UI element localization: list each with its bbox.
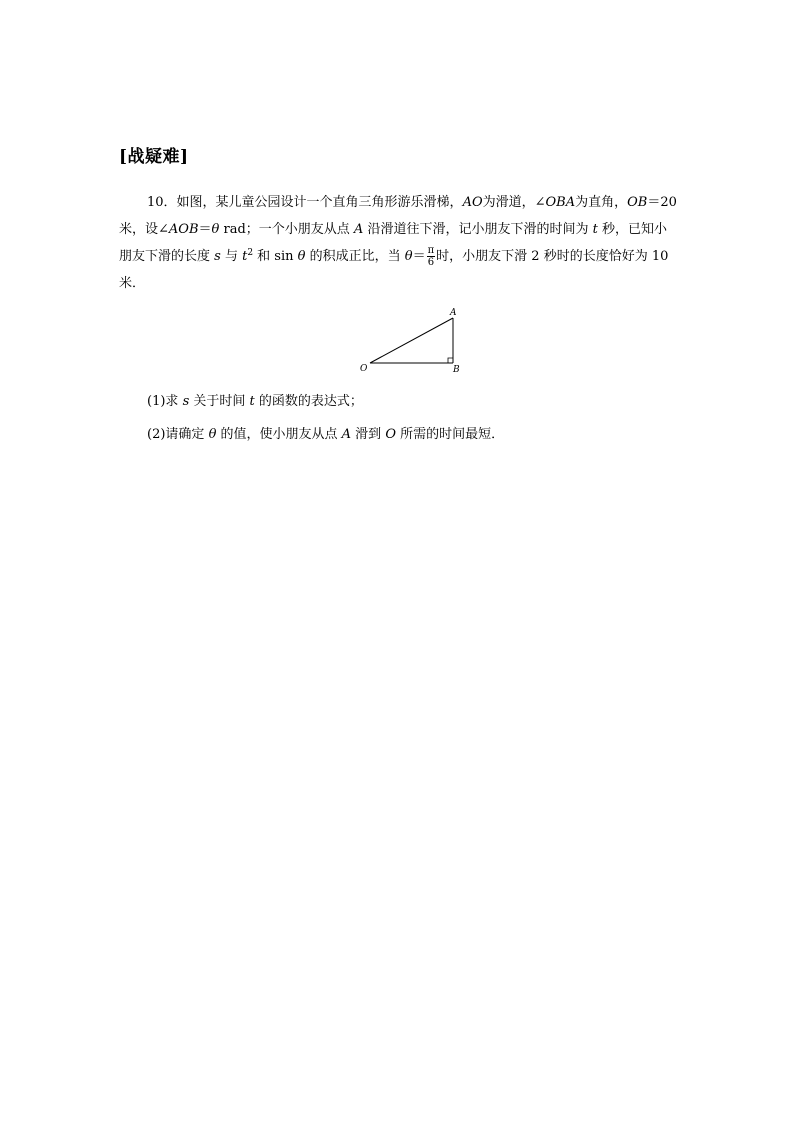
problem-number: 10． bbox=[147, 195, 177, 210]
exponent: 2 bbox=[247, 248, 254, 258]
sub-text: 所需的时间最短． bbox=[395, 427, 505, 442]
math-var: t bbox=[242, 249, 248, 264]
problem-10-text bbox=[119, 189, 679, 297]
vertex-label-B: B bbox=[453, 365, 460, 375]
math-var: t bbox=[592, 222, 598, 237]
math-var: AO bbox=[462, 195, 483, 210]
problem-text: rad；一个小朋友从点 bbox=[219, 222, 354, 237]
math-var: s bbox=[182, 394, 190, 409]
fraction-denominator: 6 bbox=[427, 257, 435, 268]
problem-text: 沿滑道往下滑，记小朋友下滑的时间为 bbox=[363, 222, 593, 237]
math-var: θ bbox=[211, 222, 220, 237]
triangle-svg bbox=[356, 303, 466, 375]
math-var: s bbox=[214, 249, 221, 264]
fraction-numerator: π bbox=[427, 245, 435, 256]
sub-text: 滑到 bbox=[351, 427, 386, 442]
math-var: OBA bbox=[545, 195, 576, 210]
problem-text: ＝ bbox=[412, 249, 426, 264]
math-var: OB bbox=[627, 195, 648, 210]
right-angle-mark bbox=[448, 358, 453, 363]
math-var: O bbox=[385, 427, 396, 442]
side-AO bbox=[370, 318, 453, 363]
sub-text: (2)请确定 bbox=[147, 427, 209, 442]
problem-text: 和 sin bbox=[253, 249, 298, 264]
problem-text: 如图，某儿童公园设计一个直角三角形游乐滑梯， bbox=[176, 195, 463, 210]
vertex-label-O: O bbox=[360, 364, 368, 374]
problem-text: ＝ bbox=[198, 222, 212, 237]
problem-text: 时，小朋友下滑 2 秒时的长度恰好为 10 米． bbox=[119, 249, 669, 291]
problem-text: 为直角， bbox=[575, 195, 628, 210]
vertex-label-A: A bbox=[450, 308, 457, 318]
sub-text: (1)求 bbox=[147, 394, 183, 409]
right-triangle-figure bbox=[356, 303, 466, 375]
sub-question-1 bbox=[147, 393, 363, 411]
math-var: t bbox=[249, 394, 255, 409]
math-var: A bbox=[353, 222, 364, 237]
problem-text: 的积成正比，当 bbox=[305, 249, 405, 264]
section-title: [战疑难] bbox=[119, 147, 189, 167]
math-var: θ bbox=[404, 249, 413, 264]
problem-text: 与 bbox=[220, 249, 243, 264]
sub-text: 的值，使小朋友从点 bbox=[216, 427, 342, 442]
math-var: A bbox=[341, 427, 352, 442]
sub-question-2 bbox=[147, 426, 504, 444]
math-var: θ bbox=[297, 249, 306, 264]
problem-text: ＝20 米，设∠ bbox=[119, 195, 677, 237]
problem-text: 为滑道，∠ bbox=[482, 195, 546, 210]
math-var: θ bbox=[208, 427, 217, 442]
fraction-pi-over-6 bbox=[427, 245, 436, 268]
problem-text: 秒，已知小朋友下滑的长度 bbox=[119, 222, 667, 264]
math-var: AOB bbox=[168, 222, 199, 237]
sub-text: 的函数的表达式； bbox=[254, 394, 363, 409]
sub-text: 关于时间 bbox=[189, 394, 250, 409]
